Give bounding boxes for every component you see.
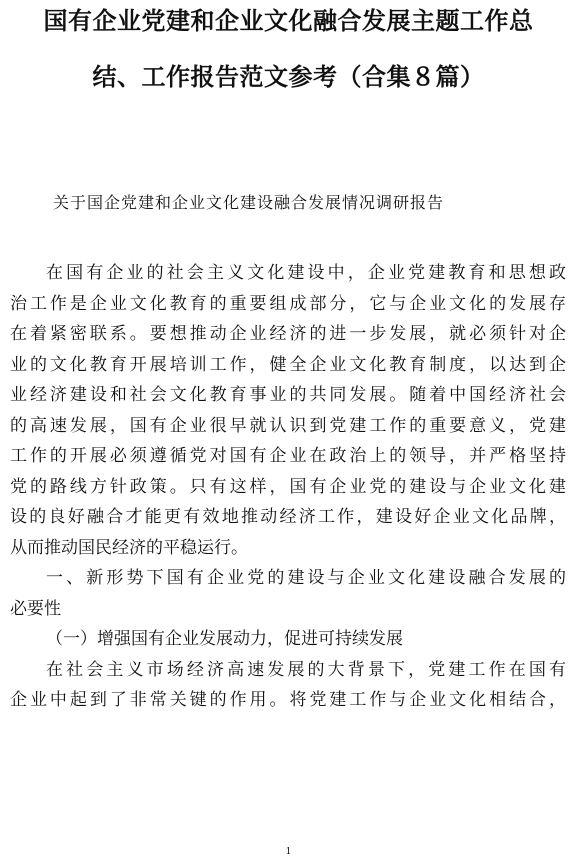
paragraph-line: 从而推动国民经济的平稳运行。 xyxy=(10,537,248,558)
paragraph-line: 设的良好融合才能更有效地推动经济工作，建设好企业文化品牌， xyxy=(10,507,566,527)
paragraph-line: 业经济建设和社会文化教育事业的共同发展。随着中国经济社会 xyxy=(10,385,566,405)
paragraph-line: 企业中起到了非常关键的作用。将党建工作与企业文化相结合， xyxy=(10,690,566,710)
paragraph-line: 党的路线方针政策。只有这样，国有企业党的建设与企业文化建 xyxy=(10,476,566,497)
document-title-line-2: 结、工作报告范文参考（合集８篇） xyxy=(92,62,485,91)
paragraph-line: 的高速发展，国有企业很早就认识到党建工作的重要意义，党建 xyxy=(10,415,566,436)
paragraph-line: 在着紧密联系。要想推动企业经济的进一步发展，就必须针对企 xyxy=(10,324,566,344)
section-heading-line: 一、新形势下国有企业党的建设与企业文化建设融合发展的 xyxy=(46,568,566,588)
report-subtitle: 关于国企党建和企业文化建设融合发展情况调研报告 xyxy=(53,193,445,212)
section-heading-line: 必要性 xyxy=(10,598,61,619)
document-title-line-1: 国有企业党建和企业文化融合发展主题工作总 xyxy=(43,6,534,35)
paragraph-line: 业的文化教育开展培训工作，健全企业文化教育制度，以达到企 xyxy=(10,354,566,375)
paragraph-line: 在国有企业的社会主义文化建设中，企业党建教育和思想政 xyxy=(46,263,566,283)
paragraph-line: 在社会主义市场经济高速发展的大背景下，党建工作在国有 xyxy=(46,659,566,680)
page-number: 1 xyxy=(285,847,292,857)
subsection-heading: （一）增强国有企业发展动力，促进可持续发展 xyxy=(46,629,403,649)
document-body xyxy=(10,258,566,716)
paragraph-line: 治工作是企业文化教育的重要组成部分，它与企业文化的发展存 xyxy=(10,293,566,314)
paragraph-line: 工作的开展必须遵循党对国有企业在政治上的领导，并严格坚持 xyxy=(10,446,566,466)
